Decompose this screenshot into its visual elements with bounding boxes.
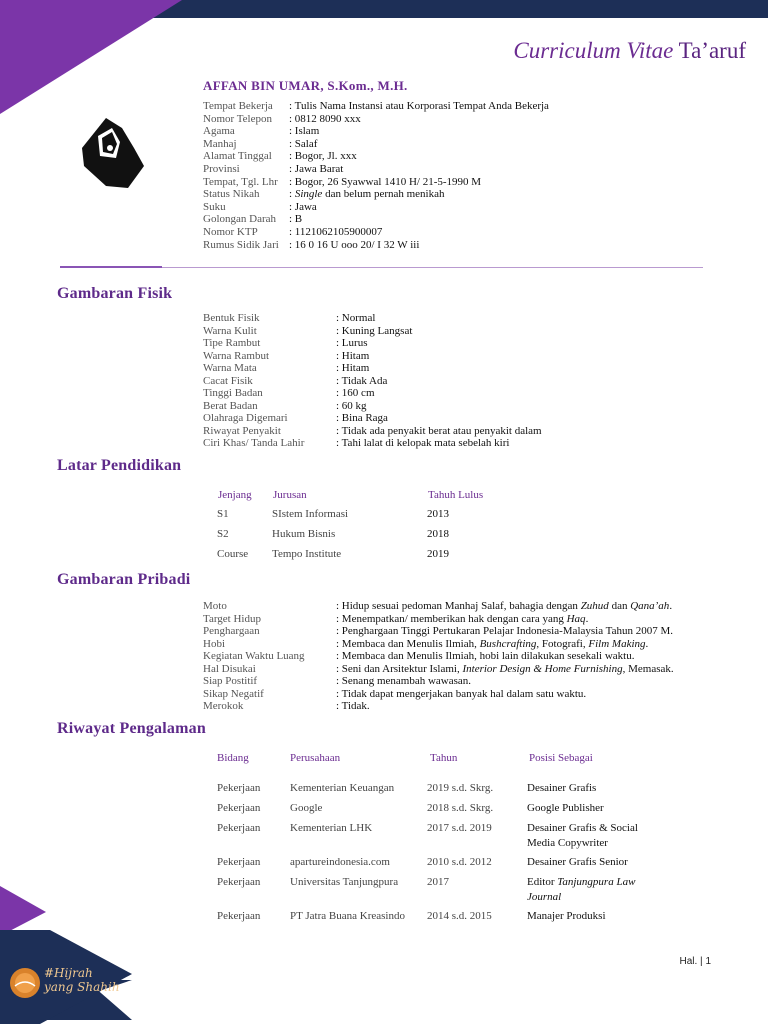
pengalaman-cell: 2017 s.d. 2019 [427, 822, 492, 834]
info-label: Tempat Bekerja [203, 100, 273, 112]
pendidikan-cell: 2018 [427, 528, 449, 540]
info-value: : Single dan belum pernah menikah [289, 188, 445, 201]
pengalaman-position: Media Copywriter [527, 837, 608, 849]
pribadi-value: : Senang menambah wawasan. [336, 675, 472, 687]
info-label: Suku [203, 200, 226, 213]
pribadi-label: Moto [203, 600, 227, 612]
pengalaman-cell: 2017 [427, 876, 449, 888]
fisik-label: Tinggi Badan [203, 387, 263, 399]
pribadi-label: Hal Disukai [203, 662, 256, 675]
pengalaman-cell: Kementerian Keuangan [290, 782, 395, 794]
pribadi-label: Sikap Negatif [203, 687, 264, 700]
info-value: : Tulis Nama Instansi atau Korporasi Tempat Anda Bekerja [289, 100, 549, 112]
info-value: : Islam [289, 125, 320, 138]
hijrah-logo [8, 964, 128, 1004]
fisik-value: : Tahi lalat di kelopak mata sebelah kiri [336, 437, 510, 449]
pengalaman-header: Bidang [217, 752, 249, 764]
person-name: AFFAN BIN UMAR, S.Kom., M.H. [203, 78, 408, 93]
fisik-value: : Kuning Langsat [336, 324, 413, 337]
fisik-value: : Tidak Ada [336, 374, 388, 387]
pengalaman-position: Desainer Grafis Senior [527, 856, 628, 868]
info-label: Status Nikah [203, 188, 260, 201]
info-value: : Bogor, Jl. xxx [289, 150, 357, 163]
pribadi-value: : Membaca dan Menulis Ilmiah, hobi lain dilakukan sesekali waktu. [336, 650, 635, 662]
pendidikan-header: Tahuh Lulus [428, 489, 484, 501]
info-label: Nomor KTP [203, 225, 258, 238]
pribadi-label: Hobi [203, 637, 225, 650]
section-title-pengalaman: Riwayat Pengalaman [57, 720, 206, 737]
pendidikan-header: Jurusan [273, 489, 307, 501]
pendidikan-cell: S2 [217, 528, 229, 540]
pribadi-value: : Tidak. [336, 700, 370, 712]
pengalaman-header: Posisi Sebagai [529, 752, 593, 764]
logo-text: #Hijrah yang Shahih [44, 966, 120, 994]
pengalaman-position: Journal [527, 891, 562, 903]
page-number: Hal. | 1 [679, 956, 711, 967]
pengalaman-header: Perusahaan [290, 752, 341, 764]
section-title-pribadi: Gambaran Pribadi [57, 571, 191, 588]
pengalaman-cell: 2018 s.d. Skrg. [427, 802, 494, 814]
personal-info [203, 100, 549, 251]
pribadi-value: : Hidup sesuai pedoman Manhaj Salaf, bahagia dengan Zuhud dan Qana’ah. [336, 600, 673, 612]
pribadi-label: Siap Postitif [203, 675, 258, 687]
fisik-value: : Tidak ada penyakit berat atau penyakit dalam [336, 424, 542, 437]
fisik-value: : Bina Raga [336, 412, 388, 424]
fisik-label: Cacat Fisik [203, 374, 253, 387]
pribadi-value: : Seni dan Arsitektur Islami, Interior Design & Home Furnishing, Memasak. [336, 662, 674, 675]
fisik-list [203, 312, 542, 450]
pengalaman-cell: Universitas Tanjungpura [290, 876, 399, 888]
info-value: : Salaf [289, 137, 318, 150]
fisik-value: : Normal [336, 312, 376, 324]
pengalaman-cell: 2010 s.d. 2012 [427, 856, 492, 868]
fisik-label: Riwayat Penyakit [203, 424, 281, 437]
title-italic: Curriculum Vitae [513, 38, 674, 63]
pribadi-label: Merokok [203, 700, 244, 712]
pendidikan-cell: SIstem Informasi [272, 508, 349, 520]
pribadi-list [203, 600, 674, 713]
pengalaman-position: Manajer Produksi [527, 910, 606, 922]
logo-circle-icon [8, 966, 42, 1000]
fisik-value: : Hitam [336, 362, 370, 374]
info-value: : Jawa Barat [289, 162, 344, 175]
info-value: : Bogor, 26 Syawwal 1410 H/ 21-5-1990 M [289, 175, 482, 188]
info-label: Agama [203, 125, 235, 138]
title-normal: Ta’aruf [678, 38, 746, 63]
document-title [513, 38, 746, 64]
info-label: Manhaj [203, 137, 237, 150]
divider-accent [60, 266, 162, 268]
pribadi-value: : Membaca dan Menulis Ilmiah, Bushcrafting, Fotografi, Film Making. [336, 637, 649, 650]
info-label: Golongan Darah [203, 213, 277, 226]
fisik-value: : Hitam [336, 349, 370, 362]
pendidikan-header: Jenjang [218, 489, 252, 501]
pengalaman-cell: Google [290, 802, 323, 814]
pengalaman-position: Desainer Grafis & Social [527, 822, 638, 834]
info-value: : 16 0 16 U ooo 20/ I 32 W iii [289, 238, 420, 251]
pendidikan-cell: 2019 [427, 548, 449, 560]
info-label: Tempat, Tgl. Lhr [203, 175, 278, 188]
pendidikan-cell: Course [217, 548, 249, 560]
pribadi-label: Penghargaan [203, 625, 260, 637]
pribadi-value: : Menempatkan/ memberikan hak dengan cara yang Haq. [336, 612, 589, 625]
fisik-value: : Lurus [336, 337, 368, 349]
fisik-value: : 60 kg [336, 399, 367, 412]
fisik-label: Warna Mata [203, 362, 257, 374]
pengalaman-position: Google Publisher [527, 802, 604, 814]
info-value: : 0812 8090 xxx [289, 112, 361, 125]
pendidikan-cell: Hukum Bisnis [272, 528, 336, 540]
fisik-label: Warna Kulit [203, 324, 257, 337]
info-value: : B [289, 213, 303, 226]
fisik-label: Bentuk Fisik [203, 312, 260, 324]
pengalaman-cell: PT Jatra Buana Kreasindo [290, 910, 405, 922]
fisik-label: Ciri Khas/ Tanda Lahir [203, 437, 305, 449]
info-label: Nomor Telepon [203, 112, 272, 125]
pengalaman-cell: Pekerjaan [217, 782, 261, 794]
pengalaman-cell: 2014 s.d. 2015 [427, 910, 492, 922]
pribadi-label: Target Hidup [203, 612, 261, 625]
section-title-fisik: Gambaran Fisik [57, 285, 173, 302]
pengalaman-cell: Pekerjaan [217, 910, 261, 922]
info-label: Provinsi [203, 162, 240, 175]
info-label: Rumus Sidik Jari [203, 238, 279, 251]
pribadi-label: Kegiatan Waktu Luang [203, 650, 305, 662]
pengalaman-position: Desainer Grafis [527, 782, 597, 794]
pribadi-value: : Penghargaan Tinggi Pertukaran Pelajar Indonesia-Malaysia Tahun 2007 M. [336, 625, 674, 637]
pengalaman-cell: Pekerjaan [217, 856, 261, 868]
pribadi-value: : Tidak dapat mengerjakan banyak hal dalam satu waktu. [336, 687, 587, 700]
pendidikan-cell: 2013 [427, 508, 449, 520]
pengalaman-cell: Kementerian LHK [290, 822, 373, 834]
pengalaman-position: Editor Tanjungpura Law [527, 876, 636, 888]
pengalaman-cell: Pekerjaan [217, 876, 261, 888]
header-triangle [0, 0, 190, 120]
pengalaman-cell: Pekerjaan [217, 802, 261, 814]
pendidikan-cell: S1 [217, 508, 229, 520]
info-label: Alamat Tinggal [203, 150, 272, 163]
pengalaman-cell: apartureindonesia.com [290, 856, 390, 868]
pengalaman-cell: 2019 s.d. Skrg. [427, 782, 494, 794]
fisik-label: Berat Badan [203, 399, 258, 412]
avatar-icon [76, 114, 148, 192]
info-value: : 1121062105900007 [289, 225, 383, 238]
fisik-label: Olahraga Digemari [203, 412, 288, 424]
info-value: : Jawa [289, 200, 317, 213]
pengalaman-header: Tahun [430, 752, 458, 764]
section-title-pendidikan: Latar Pendidikan [57, 457, 182, 474]
fisik-label: Warna Rambut [203, 349, 270, 362]
pendidikan-cell: Tempo Institute [272, 548, 342, 560]
fisik-value: : 160 cm [336, 387, 375, 399]
pengalaman-cell: Pekerjaan [217, 822, 261, 834]
fisik-label: Tipe Rambut [203, 337, 261, 349]
